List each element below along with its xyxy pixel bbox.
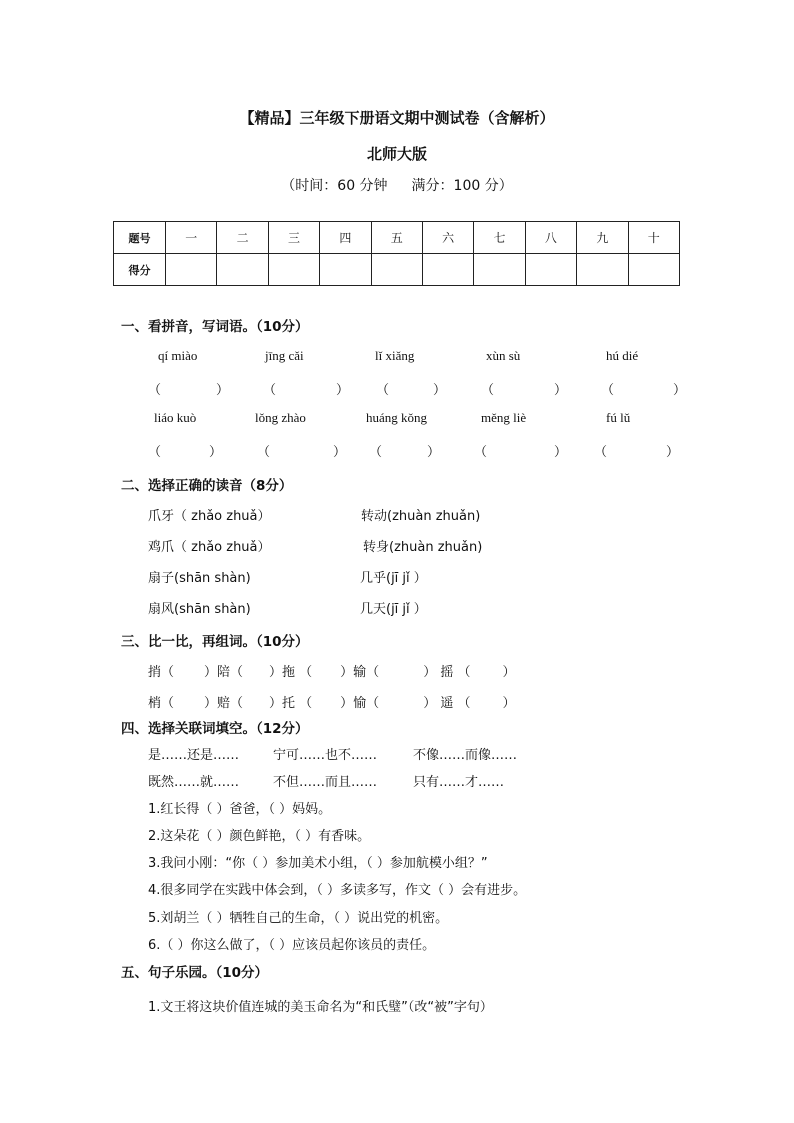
score-cell[interactable]	[217, 254, 268, 286]
score-label: 得分	[114, 254, 166, 286]
pinyin-item: liáo kuò	[154, 410, 197, 425]
column-header: 五	[371, 222, 422, 254]
exam-info	[0, 175, 794, 195]
conjunction-option: 不但……而且……	[273, 775, 378, 790]
compare-row	[148, 661, 515, 680]
pinyin-item: huáng kǒng	[366, 410, 428, 425]
pinyin-item: fú lǔ	[606, 410, 631, 425]
column-header: 二	[217, 222, 268, 254]
fill-blank-item: 2.这朵花（ ）颜色鲜艳，（ ）有香味。	[148, 829, 371, 844]
conjunction-option: 是……还是……	[148, 748, 240, 763]
section-2-title: 二、选择正确的读音（8分）	[121, 478, 293, 494]
pinyin-item: lǐ xiǎng	[375, 348, 415, 363]
fill-blank-item: 5.刘胡兰（ ）牺牲自己的生命，（ ）说出党的机密。	[148, 911, 449, 926]
pronunciation-item: 鸡爪（ zhǎo zhuǎ）	[148, 540, 271, 555]
section-3-title: 三、比一比，再组词。（10分）	[121, 634, 309, 650]
exam-edition: 北师大版	[366, 145, 427, 163]
pinyin-item: hú dié	[606, 348, 639, 363]
score-cell[interactable]	[320, 254, 371, 286]
answer-open-paren: （	[601, 383, 615, 398]
answer-close-paren: ）	[216, 383, 230, 398]
answer-close-paren: ）	[554, 383, 568, 398]
answer-open-paren: （	[257, 445, 271, 460]
score-cell[interactable]	[474, 254, 525, 286]
pronunciation-item: 转动(zhuàn zhuǎn)	[361, 509, 481, 524]
exam-total-score: 满分：100 分）	[411, 178, 513, 194]
score-cell[interactable]	[577, 254, 628, 286]
conjunction-option: 不像……而像……	[413, 748, 518, 763]
answer-close-paren: ）	[336, 383, 350, 398]
pronunciation-item: 几乎(jī jǐ ）	[360, 571, 427, 586]
compare-char: ）托 （	[269, 696, 313, 711]
answer-open-paren: （	[148, 445, 162, 460]
answer-open-paren: （	[474, 445, 488, 460]
answer-open-paren: （	[594, 445, 608, 460]
score-cell[interactable]	[371, 254, 422, 286]
compare-char: ） 摇 （	[423, 665, 471, 680]
column-header: 七	[474, 222, 525, 254]
pronunciation-item: 转身(zhuàn zhuǎn)	[363, 540, 483, 555]
compare-char: ）拖 （	[269, 665, 313, 680]
compare-char: ）愉（	[340, 696, 380, 711]
compare-char: ） 遥 （	[423, 696, 471, 711]
pronunciation-item: 爪牙（ zhǎo zhuǎ）	[148, 509, 271, 524]
fill-blank-item: 4.很多同学在实践中体会到，（ ）多读多写，作文（ ）会有进步。	[148, 883, 527, 898]
answer-close-paren: ）	[427, 445, 441, 460]
column-header: 四	[320, 222, 371, 254]
answer-close-paren: ）	[433, 383, 447, 398]
answer-close-paren: ）	[666, 445, 680, 460]
compare-char: ）陪（	[204, 665, 244, 680]
section-5-title: 五、句子乐园。（10分）	[121, 965, 269, 981]
score-cell[interactable]	[525, 254, 576, 286]
score-cell[interactable]	[268, 254, 319, 286]
score-cell[interactable]	[166, 254, 217, 286]
sentence-item: 1.文王将这块价值连城的美玉命名为“和氏璧”（改“被”字句）	[148, 1000, 493, 1015]
score-table	[113, 221, 680, 286]
conjunction-option: 只有……才……	[413, 775, 505, 790]
compare-row	[148, 692, 515, 711]
question-number-label: 题号	[114, 222, 166, 254]
score-cell[interactable]	[628, 254, 679, 286]
conjunction-option: 宁可……也不……	[273, 748, 378, 763]
fill-blank-item: 1.红长得（ ）爸爸，（ ）妈妈。	[148, 802, 332, 817]
pinyin-item: xùn sù	[486, 348, 521, 363]
section-1-title: 一、看拼音，写词语。（10分）	[121, 319, 309, 335]
compare-char: ）赔（	[204, 696, 244, 711]
exam-title: 【精品】三年级下册语文期中测试卷（含解析）	[239, 109, 555, 127]
answer-close-paren: ）	[209, 445, 223, 460]
fill-blank-item: 6.（ ）你这么做了，（ ）应该员起你该员的责任。	[148, 938, 436, 953]
answer-close-paren: ）	[673, 383, 687, 398]
fill-blank-item: 3.我问小刚：“你（ ）参加美术小组，（ ）参加航模小组？”	[148, 856, 488, 871]
column-header: 八	[525, 222, 576, 254]
score-cell[interactable]	[422, 254, 473, 286]
answer-open-paren: （	[263, 383, 277, 398]
pronunciation-item: 扇子(shān shàn)	[148, 571, 251, 586]
answer-close-paren: ）	[554, 445, 568, 460]
score-table-score-row	[114, 254, 680, 286]
column-header: 六	[422, 222, 473, 254]
column-header: 一	[166, 222, 217, 254]
section-4-title: 四、选择关联词填空。（12分）	[121, 721, 309, 737]
column-header: 十	[628, 222, 679, 254]
pinyin-item: qí miào	[158, 348, 198, 363]
conjunction-option: 既然……就……	[148, 775, 240, 790]
answer-open-paren: （	[369, 445, 383, 460]
pinyin-item: měng liè	[481, 410, 527, 425]
compare-char: 梢（	[148, 696, 175, 711]
answer-close-paren: ）	[333, 445, 347, 460]
pinyin-item: lǒng zhào	[255, 410, 306, 425]
column-header: 九	[577, 222, 628, 254]
answer-open-paren: （	[148, 383, 162, 398]
compare-char: 捎（	[148, 665, 175, 680]
compare-char: ）输（	[340, 665, 380, 680]
exam-time: （时间：60 分钟	[281, 178, 388, 194]
answer-open-paren: （	[481, 383, 495, 398]
pinyin-item: jīng cǎi	[265, 348, 304, 363]
score-table-header-row	[114, 222, 680, 254]
pronunciation-item: 几天(jī jǐ ）	[360, 602, 427, 617]
compare-char: ）	[502, 665, 516, 680]
compare-char: ）	[502, 696, 516, 711]
pronunciation-item: 扇风(shān shàn)	[148, 602, 251, 617]
column-header: 三	[268, 222, 319, 254]
answer-open-paren: （	[376, 383, 390, 398]
